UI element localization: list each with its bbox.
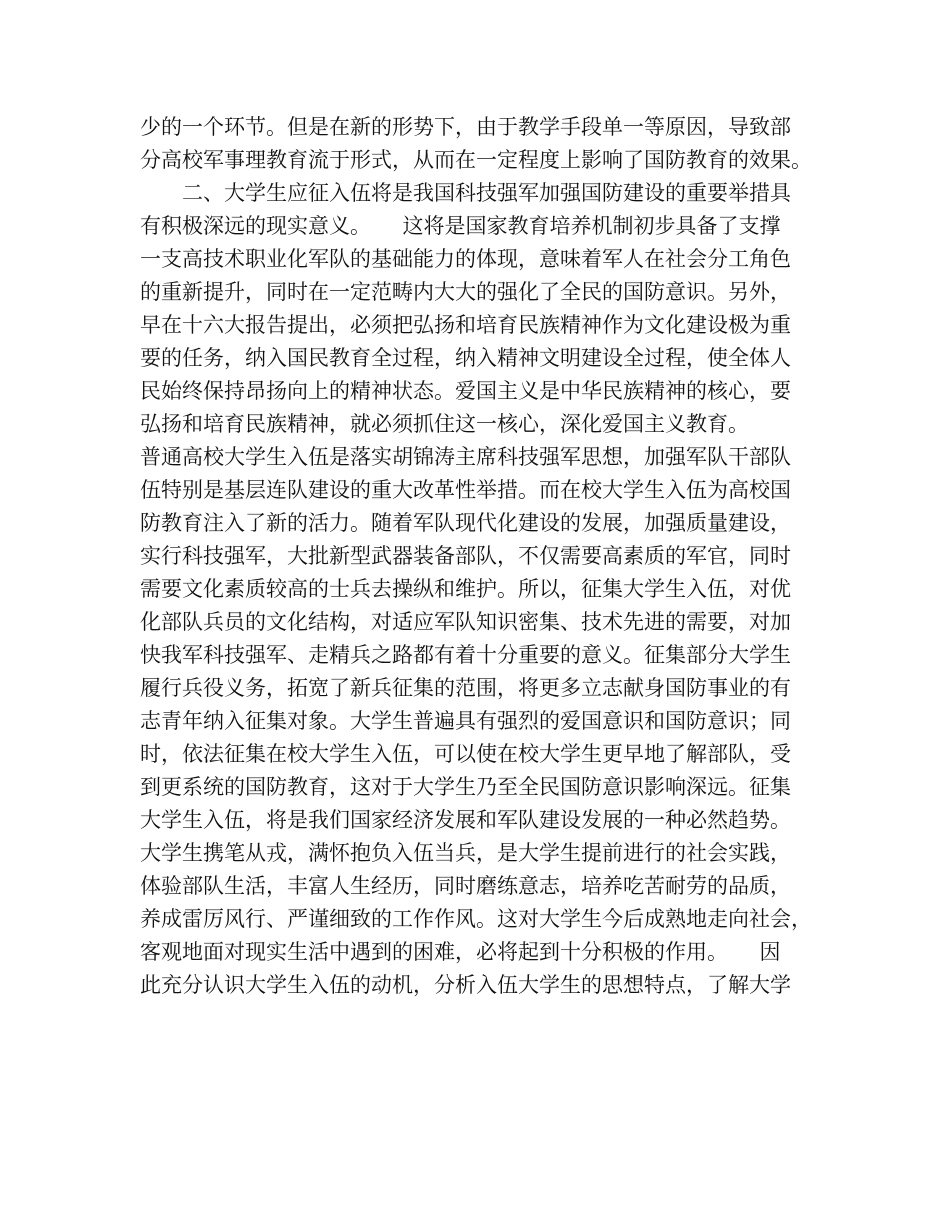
text-line: 需要文化素质较高的士兵去操纵和维护。所以，征集大学生入伍，对优	[140, 577, 791, 601]
text-line: 客观地面对现实生活中遇到的困难，必将起到十分积极的作用。 因	[140, 940, 781, 964]
text-line: 伍特别是基层连队建设的重大改革性举措。而在校大学生入伍为高校国	[140, 478, 791, 502]
text-line: 要的任务，纳入国民教育全过程，纳入精神文明建设全过程，使全体人	[140, 346, 791, 370]
text-line: 少的一个环节。但是在新的形势下，由于教学手段单一等原因，导致部	[140, 115, 791, 139]
text-line: 志青年纳入征集对象。大学生普遍具有强烈的爱国意识和国防意识；同	[140, 709, 791, 733]
text-line: 的重新提升，同时在一定范畴内大大的强化了全民的国防意识。另外，	[140, 280, 791, 304]
text-line: 实行科技强军，大批新型武器装备部队，不仅需要高素质的军官，同时	[140, 544, 791, 568]
text-line: 分高校军事理教育流于形式，从而在一定程度上影响了国防教育的效果。	[140, 148, 812, 172]
text-line: 民始终保持昂扬向上的精神状态。爱国主义是中华民族精神的核心，要	[140, 379, 791, 403]
text-line: 普通高校大学生入伍是落实胡锦涛主席科技强军思想，加强军队干部队	[140, 445, 791, 469]
text-line: 大学生入伍，将是我们国家经济发展和军队建设发展的一种必然趋势。	[140, 808, 791, 832]
text-line: 一支高技术职业化军队的基础能力的体现，意味着军人在社会分工角色	[140, 247, 791, 271]
text-line: 到更系统的国防教育，这对于大学生乃至全民国防意识影响深远。征集	[140, 775, 791, 799]
text-line: 防教育注入了新的活力。随着军队现代化建设的发展，加强质量建设，	[140, 511, 791, 535]
body-text	[140, 111, 830, 1002]
text-line: 有积极深远的现实意义。 这将是国家教育培养机制初步具备了支撑	[140, 214, 781, 238]
text-line: 养成雷厉风行、严谨细致的工作作风。这对大学生今后成熟地走向社会，	[140, 907, 812, 931]
section-heading-line: 二、大学生应征入伍将是我国科技强军加强国防建设的重要举措具	[182, 181, 791, 205]
text-line: 早在十六大报告提出，必须把弘扬和培育民族精神作为文化建设极为重	[140, 313, 791, 337]
text-line: 体验部队生活，丰富人生经历，同时磨练意志，培养吃苦耐劳的品质，	[140, 874, 791, 898]
text-line: 快我军科技强军、走精兵之路都有着十分重要的意义。征集部分大学生	[140, 643, 791, 667]
text-line: 大学生携笔从戎，满怀抱负入伍当兵，是大学生提前进行的社会实践，	[140, 841, 791, 865]
text-line: 履行兵役义务，拓宽了新兵征集的范围，将更多立志献身国防事业的有	[140, 676, 791, 700]
text-line: 弘扬和培育民族精神，就必须抓住这一核心，深化爱国主义教育。	[140, 412, 749, 436]
text-line: 此充分认识大学生入伍的动机，分析入伍大学生的思想特点，了解大学	[140, 973, 791, 997]
text-line: 时，依法征集在校大学生入伍，可以使在校大学生更早地了解部队，受	[140, 742, 791, 766]
text-line: 化部队兵员的文化结构，对适应军队知识密集、技术先进的需要，对加	[140, 610, 791, 634]
